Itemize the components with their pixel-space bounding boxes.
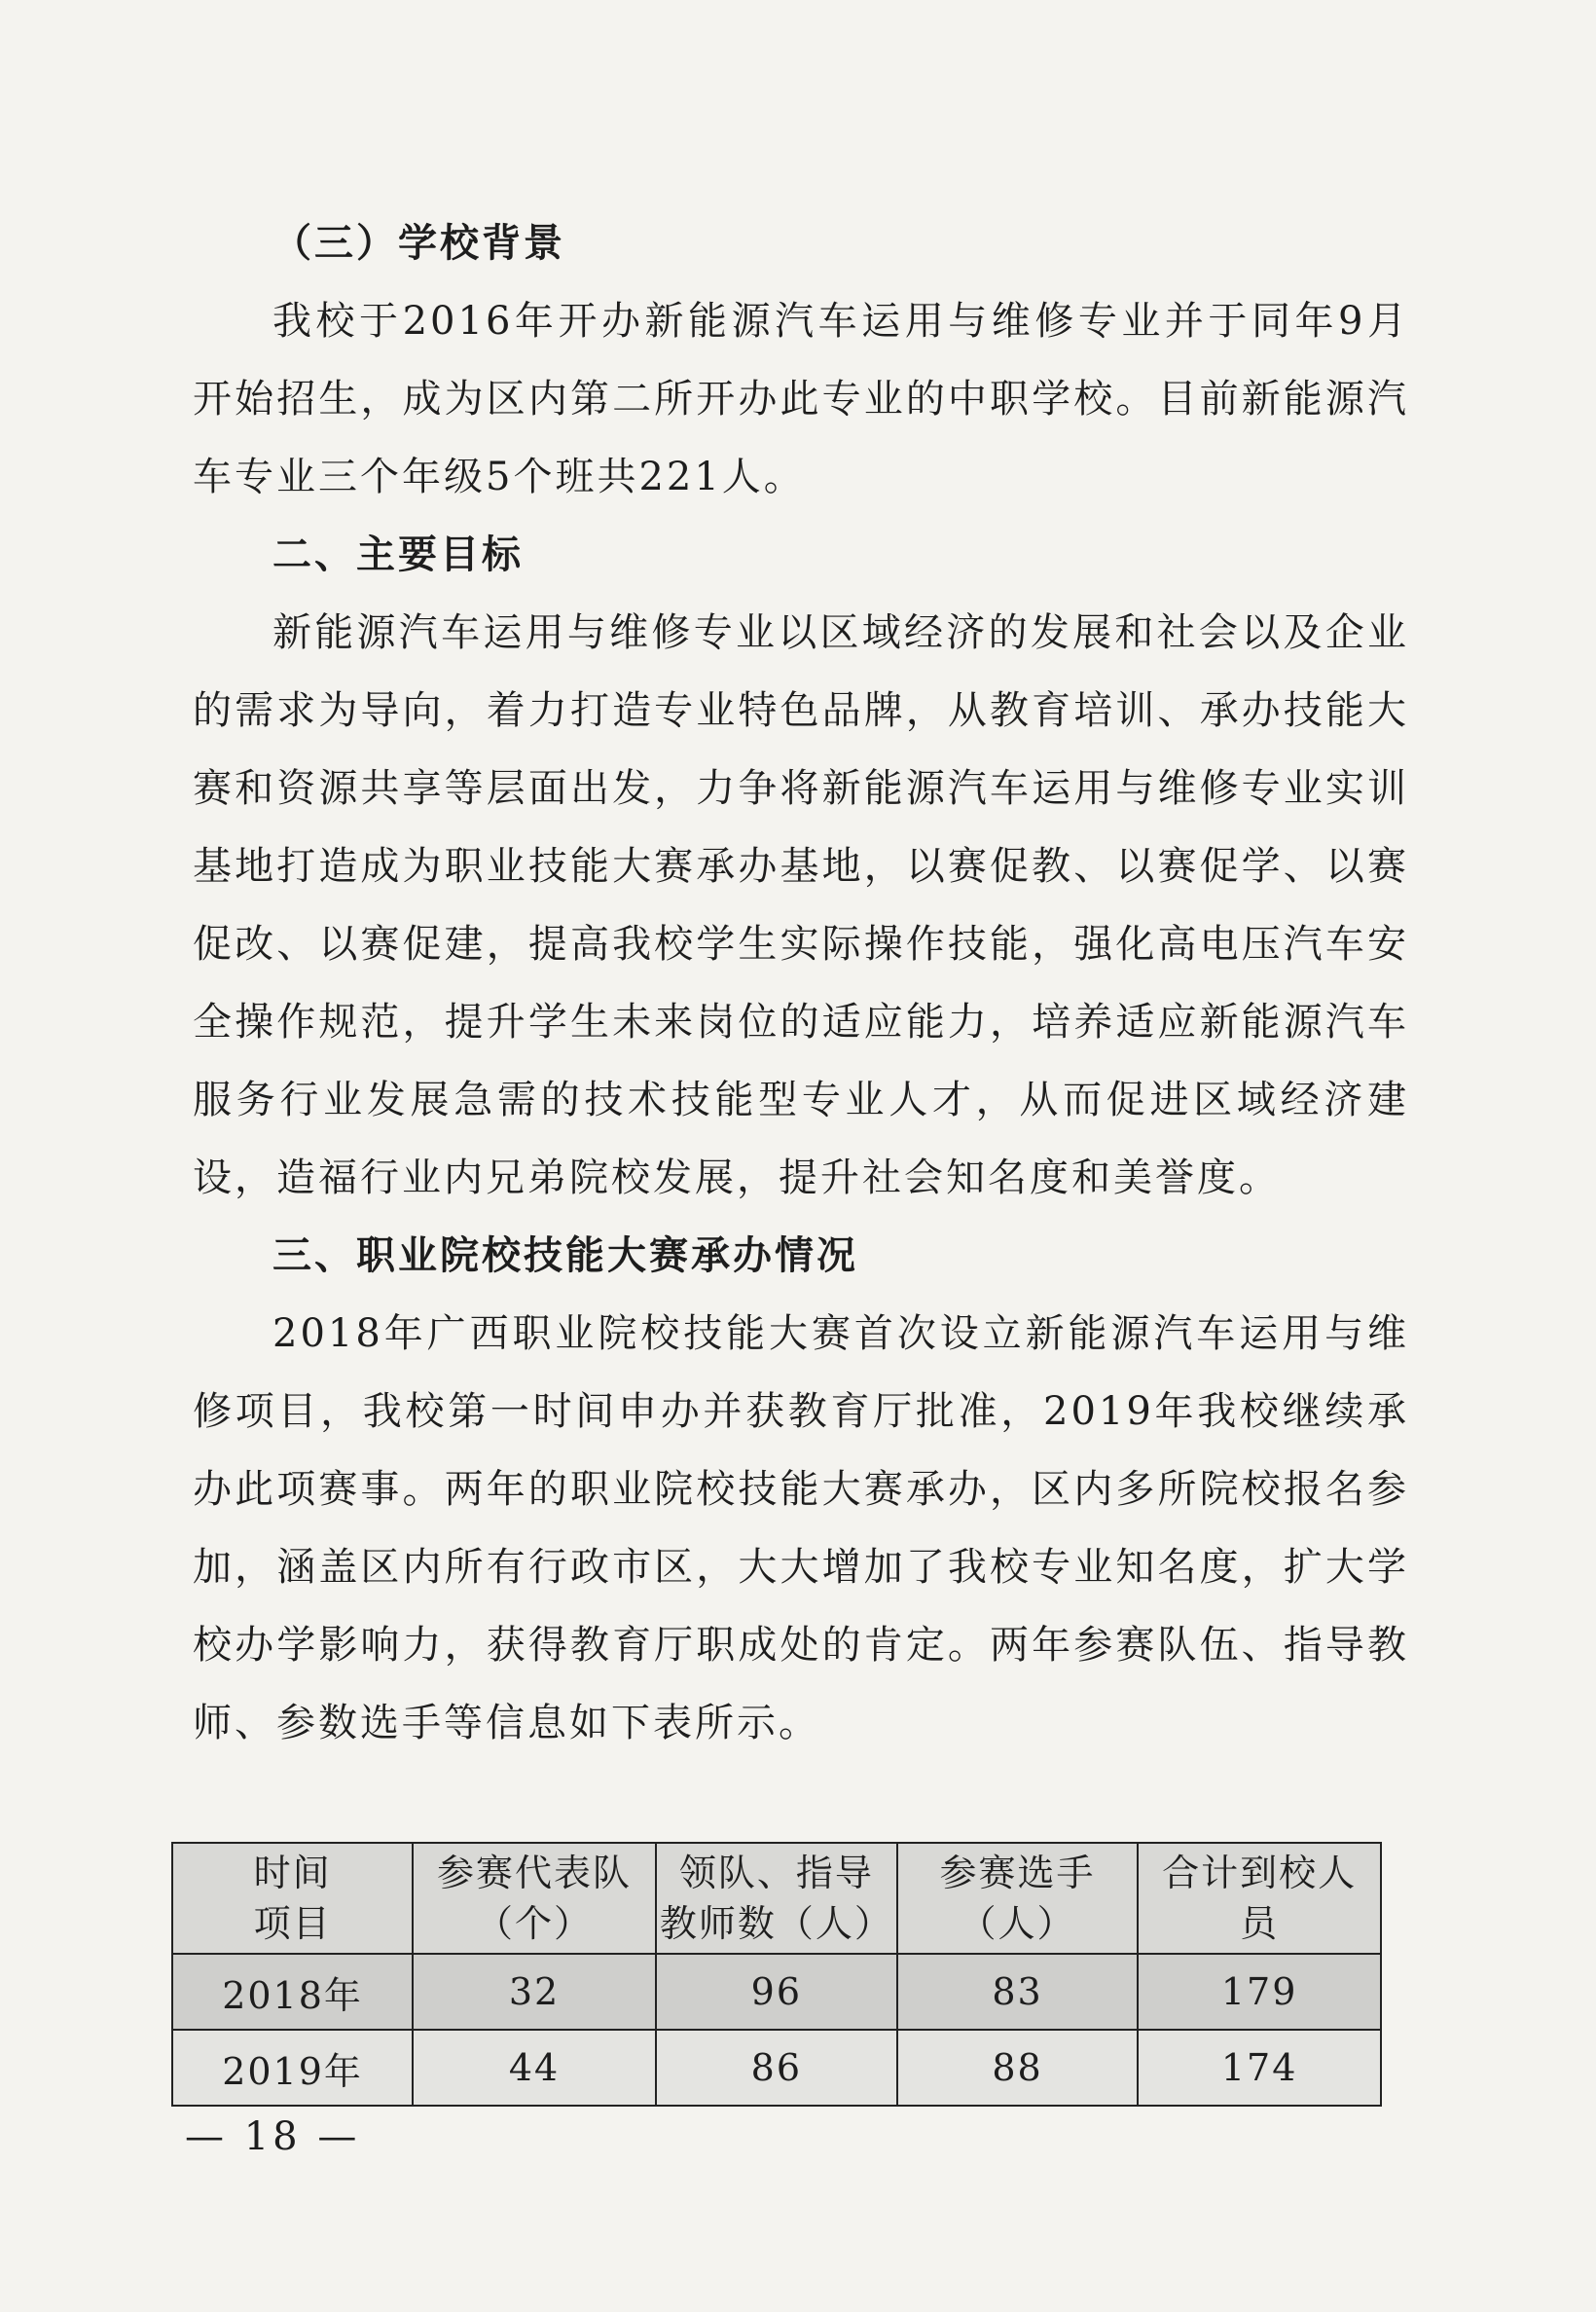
table-cell-contestants: 83 [897, 1954, 1138, 2030]
header-cell-total-arrivals: 合计到校人 员 [1138, 1843, 1381, 1954]
table-cell-teachers: 96 [656, 1954, 897, 2030]
header-cell-teams: 参赛代表队 （个） [413, 1843, 656, 1954]
section-heading-competition-hosting: 三、职业院校技能大赛承办情况 [272, 1233, 858, 1278]
paragraph-school-background: 我校于2016年开办新能源汽车运用与维修专业并于同年9月开始招生，成为区内第二所开办此专业的中职学校。目前新能源汽车专业三个年级5个班共221人。 [193, 299, 1409, 499]
table-row [172, 1954, 1381, 2030]
table-cell-teams: 44 [413, 2030, 656, 2106]
paragraph-competition-hosting: 2018年广西职业院校技能大赛首次设立新能源汽车运用与维修项目，我校第一时间申办并获教育厅批准，2019年我校继续承办此项赛事。两年的职业院校技能大赛承办，区内多所院校报名参加，涵盖区内所有行政市区，大大增加了我校专业知名度，扩大学校办学影响力，获得教育厅职成处的肯定。两年参赛队伍、指导教师、参数选手等信息如下表所示。 [193, 1311, 1409, 1745]
header-cell-leaders-teachers: 领队、指导 教师数（人） [656, 1843, 897, 1954]
competition-stats-table [171, 1842, 1382, 2107]
table-cell-total: 179 [1138, 1954, 1381, 2030]
table-header-row [172, 1843, 1381, 1954]
section-heading-main-goals: 二、主要目标 [272, 532, 524, 577]
page-number: — 18 — [185, 2114, 361, 2159]
table-cell-year: 2018年 [172, 1954, 413, 2030]
table-row [172, 2030, 1381, 2106]
header-cell-contestants: 参赛选手 （人） [897, 1843, 1138, 1954]
table-cell-teachers: 86 [656, 2030, 897, 2106]
table-cell-year: 2019年 [172, 2030, 413, 2106]
section-heading-school-background: （三）学校背景 [272, 221, 565, 266]
table-cell-contestants: 88 [897, 2030, 1138, 2106]
paragraph-main-goals: 新能源汽车运用与维修专业以区域经济的发展和社会以及企业的需求为导向，着力打造专业特色品牌，从教育培训、承办技能大赛和资源共享等层面出发，力争将新能源汽车运用与维修专业实训基地打造成为职业技能大赛承办基地，以赛促教、以赛促学、以赛促改、以赛促建，提高我校学生实际操作技能，强化高电压汽车安全操作规范，提升学生未来岗位的适应能力，培养适应新能源汽车服务行业发展急需的技术技能型专业人才，从而促进区域经济建设，造福行业内兄弟院校发展，提升社会知名度和美誉度。 [193, 610, 1409, 1200]
document-body [193, 204, 1409, 1762]
table-cell-total: 174 [1138, 2030, 1381, 2106]
header-cell-time-item: 时间 项目 [172, 1843, 413, 1954]
table-cell-teams: 32 [413, 1954, 656, 2030]
